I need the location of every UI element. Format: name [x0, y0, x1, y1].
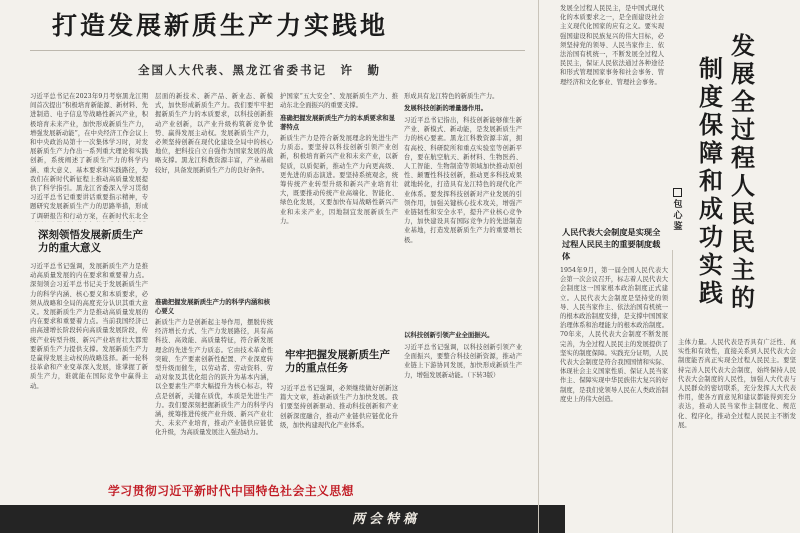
column-divider: [538, 0, 539, 533]
bullet-icon: [673, 188, 682, 197]
section-sidehead: 以科技创新引领产业全面振兴。: [404, 331, 494, 339]
section-sidehead: 发展科技创新的增量器作用。: [404, 104, 488, 112]
divider: [30, 50, 525, 51]
author-name: 包心鉴: [673, 200, 683, 232]
column-logo: 两会特稿: [352, 512, 421, 527]
article-paragraph: 习近平总书记强调，必须继续做好创新这篇大文章，推动新质生产力加快发展。我们要坚持创新驱动、推动科技创新和产业创新深度融合，推动产业链供应链优化升级，加快构建现代化产业体系。: [280, 385, 398, 429]
article-paragraph: 层面的新技术、新产品、新业态、新模式，加快形成新质生产力。我们要牢牢把握新质生产力的本质要求，以科技创新推动产业创新，以产业升级构筑新竞争优势、赢得发展主动权。发展新质生产力，必须坚持创新在现代化建设全局中的核心地位，把科技自立自强作为国家发展的战略支撑。黑龙江科教资源丰富，产业基础较好，具备发展新质生产力的良好条件。: [155, 93, 273, 174]
slogan-banner: 学习贯彻习近平新时代中国特色社会主义思想: [108, 484, 354, 498]
article-paragraph: 主体力量。人民代表是否具有广泛性、真实性和有效性，直接关系到人民代表大会制度能否真正实现全过程人民民主。要坚持完善人民代表大会制度，始终保持人民代表大会制度的人民性，加强人大代表与人民群众的密切联系，充分发挥人大代表作用，使各方面意见和建议都能得到充分表达，推动人民当家作主制度化、规范化、程序化，推动全过程人民民主不断发展。: [678, 339, 796, 429]
section-subhead: 牢牢把握发展新质生产力的重点任务: [285, 349, 390, 374]
bottom-bar: [0, 505, 565, 533]
article-author: 全国人大代表、黑龙江省委书记 许 勤: [138, 63, 381, 77]
article-author: [672, 188, 684, 233]
article-title: 发展全过程人民民主的: [731, 32, 755, 312]
section-subhead: 深刻领悟发展新质生产力的重大意义: [38, 229, 143, 254]
article-paragraph: 习近平总书记强调，发展新质生产力是推动高质量发展的内在要求和重要着力点。深刻领会习近平总书记关于发展新质生产力的科学内涵、核心要义和本质要求，必须从战略和全局的高度充分认识其重大意义。发展新质生产力是推动高质量发展的内在要求和重要着力点。当前我国经济已由高速增长阶段转向高质量发展阶段，传统产业转型升级、新兴产业培育壮大都需要新质生产力提供支撑。发展新质生产力是赢得发展主动权的战略选择。新一轮科技革命和产业变革深入发展，谁掌握了新质生产力，谁就能在国际竞争中赢得主动。: [30, 263, 148, 390]
article-paragraph: 护国家“五大安全”、发展新质生产力、推动东北全面振兴的重要支撑。: [280, 93, 398, 110]
section-subhead: 人民代表大会制度是实现全过程人民民主的重要制度载体: [562, 227, 661, 261]
article-paragraph: 发展全过程人民民主，是中国式现代化的本质要求之一，是全面建设社会主义现代化国家的应有之义。要实现强国建设和民族复兴的伟大目标，必须坚持党的领导、人民当家作主、依法治国有机统一，不断发展全过程人民民主，保证人民依法通过各种途径和形式管理国家事务和社会事务、管理经济和文化事业、管理社会事务。: [560, 5, 664, 86]
section-sidehead: 准确把握发展新质生产力的科学内涵和核心要义: [155, 298, 271, 316]
column-divider: [672, 250, 673, 533]
article-paragraph: 习近平总书记在2023年9月考察黑龙江期间首次提出“积极培育新能源、新材料、先进制造、电子信息等战略性新兴产业，积极培育未来产业，加快形成新质生产力，增强发展新动能”，在中央经济工作会议上和中央政治局第十一次集体学习时，对发展新质生产力作出一系列重大理论和实践创新，系统阐述了新质生产力的科学内涵、重大意义、基本要求和实践路径，为我们在新时代新征程上推动高质量发展提供了科学指引。黑龙江省委深入学习贯彻习近平总书记重要讲话重要指示精神，专题研究发展新质生产力的思路举措，形成了调研报告和行动方案，在新时代东北全: [30, 93, 148, 220]
article-paragraph: 习近平总书记指出，科技创新能够催生新产业、新模式、新动能，是发展新质生产力的核心要素。黑龙江科教资源丰富，拥有高校、科研院所和重点实验室等创新平台，要在航空航天、新材料、生物医药、人工智能、生物制造等领域加快推动原创性、颠覆性科技创新，推动更多科技成果就地转化，打造具有龙江特色的现代化产业体系。要发挥科技创新对产业发展的引领作用，加强关键核心技术攻关，增强产业链韧性和安全水平，提升产业核心竞争力，加快建设具有国际竞争力的先进制造业基地，打造发展新质生产力的重要增长极。: [404, 117, 522, 244]
article-paragraph: 形成具有龙江特色的新质生产力。: [404, 93, 499, 100]
section-sidehead: 准确把握发展新质生产力的本质要求和显著特点: [280, 114, 396, 132]
article-paragraph: 1954年9月，第一届全国人民代表大会第一次会议召开，标志着人民代表大会制度这一国家根本政治制度正式建立。人民代表大会制度是坚持党的领导、人民当家作主、依法治国有机统一的根本政治制度安排，是支撑中国国家治理体系和治理能力的根本政治制度。70年来，人民代表大会制度不断发展完善，为全过程人民民主的发展提供了坚实的制度保障。实践充分证明，人民代表大会制度是符合我国国情和实际、体现社会主义国家性质、保证人民当家作主、保障实现中华民族伟大复兴的好制度，是我们党领导人民在人类政治制度史上的伟大创造。: [560, 267, 668, 403]
article-paragraph: 新质生产力是符合新发展理念的先进生产力质态。要坚持以科技创新引领产业创新，积极培育新兴产业和未来产业，以新促质，以质促新，推动生产力向更高级、更先进的质态演进。要坚持系统观念，统筹传统产业转型升级和新兴产业培育壮大，既要推动传统产业高端化、智能化、绿色化发展，又要加快布局战略性新兴产业和未来产业，因地制宜发展新质生产力。: [280, 135, 398, 225]
article-headline: 打造发展新质生产力实践地: [52, 11, 389, 40]
article-paragraph: 新质生产力是创新起主导作用，摆脱传统经济增长方式、生产力发展路径，具有高科技、高效能、高质量特征，符合新发展理念的先进生产力质态。它由技术革命性突破、生产要素创新性配置、产业深度转型升级而催生，以劳动者、劳动资料、劳动对象及其优化组合的跃升为基本内涵，以全要素生产率大幅提升为核心标志，特点是创新，关键在质优，本质是先进生产力。我们要深刻把握新质生产力的科学内涵，统筹推进传统产业升级、新兴产业壮大、未来产业培育，推动产业链供应链优化升级，为高质量发展注入强劲动力。: [155, 319, 273, 437]
article-title-continued: 制度保障和成功实践: [699, 55, 723, 307]
article-paragraph: 习近平总书记强调，以科技创新引领产业全面振兴，要整合科技创新资源，推动产业链上下游协同发展，加快形成新质生产力，增强发展新动能。（下转3版）: [404, 344, 522, 379]
